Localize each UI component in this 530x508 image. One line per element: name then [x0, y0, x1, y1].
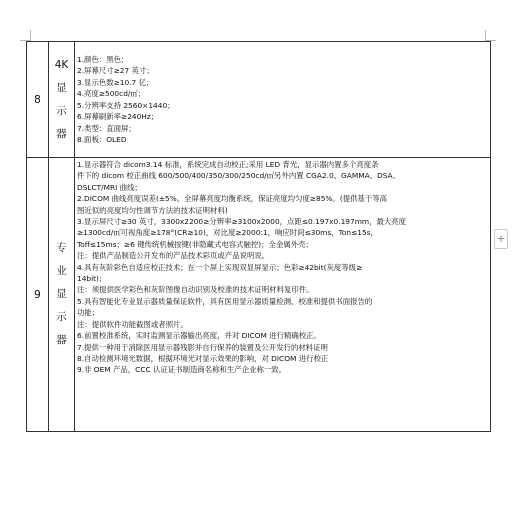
- spec-line: 图近似的亮度均匀性调节方法的技术证明材料): [77, 205, 228, 215]
- table-row: [27, 158, 491, 432]
- spec-line: 4.具有灰阶彩色自适应校正技术；在一个屏上实现双显屏显示；色彩≥42bit(灰度等级≥: [77, 262, 363, 272]
- spec-line: Toff≤15ms；≥6 键传统机械按键(非隐藏式电容式触控)；全金属外壳；: [77, 239, 313, 249]
- spec-line: 2.DICOM 曲线亮度误差(±5%。全屏幕亮度均衡系统，保证亮度均匀度≥85%。(提供基于等高: [77, 194, 388, 204]
- spec-line: DSLCT/MRI 曲线；: [77, 182, 142, 192]
- item-name-char: 示: [56, 104, 67, 117]
- spec-line: 8.自动检测环境光数据，根据环境光对显示效果的影响，对 DICOM 进行校正: [77, 353, 329, 363]
- item-name-char: 业: [56, 265, 67, 277]
- spec-line: 注：提供产品制造公开发布的产品技术彩页或产品说明说。: [77, 251, 270, 261]
- item-specs[interactable]: [75, 158, 491, 432]
- spec-line: 6.屏幕刷新率≥240Hz；: [77, 112, 159, 121]
- item-name-char: 器: [56, 127, 67, 140]
- spec-line: 功能；: [77, 308, 100, 318]
- item-name-char: 专: [56, 242, 67, 254]
- table-row: [27, 42, 491, 158]
- spec-line: 14bit)；: [77, 274, 107, 284]
- spec-line: 4.亮度≥500cd/㎡；: [77, 89, 146, 98]
- spec-line: 1.颜色：黑色；: [77, 54, 129, 64]
- spec-line: 6.前置校准系统，实时监测显示器输出亮度，并对 DICOM 进行精确校正。: [77, 331, 321, 341]
- spec-line: 1.显示器符合 dicom3.14 标准，系统完成自动校正;采用 LED 背光，显示器内置多个亮度条: [77, 160, 379, 169]
- item-name: [49, 42, 75, 158]
- spec-line: ≥1300cd/㎡可视角度≥178°(CR≥10)，对比度≥2000:1，响应时间≤30ms，Ton≤15s，: [77, 228, 378, 238]
- row-number: 9: [27, 158, 49, 432]
- spec-line: 7.类型：直面屏；: [77, 123, 136, 133]
- spec-line: 注：须提供医学彩色和灰阶图像自动识别及校准的技术证明材料复印件。: [77, 285, 314, 295]
- item-specs[interactable]: [75, 42, 491, 158]
- spec-line: 3.显示屏尺寸≥30 英寸，3300x2200≥分辨率≥3100x2000，点距≤0.197x0.197mm，最大亮度: [77, 217, 407, 227]
- item-name-char: 示: [56, 311, 67, 323]
- spec-line: 9.非 OEM 产品，CCC 认证证书制造商名称和生产企业称一致。: [77, 365, 287, 375]
- spec-line: 7.提供一种用于消除医用显示器残影并自行保养的装置及公开发行的材料证明: [77, 342, 328, 352]
- spec-line: 2.屏幕尺寸≥27 英寸；: [77, 66, 154, 75]
- spec-line: 5.分辨率支持 2560×1440；: [77, 100, 175, 110]
- table-add-handle-icon[interactable]: +: [494, 229, 508, 249]
- item-name-char: 显: [56, 288, 67, 300]
- spec-line: 8.面板：OLED: [77, 135, 127, 144]
- spec-line: 5.具有智能化专业显示器质量保证软件，具有医用显示器质量检测、校准和提供书面报告的: [77, 296, 373, 306]
- item-name-char: 器: [56, 334, 67, 346]
- item-name-char: 4K: [54, 58, 69, 71]
- spec-line: 注：提供软件功能截图或者照片。: [77, 319, 188, 329]
- item-name-char: 显: [56, 81, 67, 94]
- corner-mark-top-left: [20, 30, 31, 41]
- item-name: [49, 158, 75, 432]
- corner-mark-top-right: [485, 30, 496, 41]
- row-number: 8: [27, 42, 49, 158]
- spec-line: 3.显示色数≥10.7 亿；: [77, 77, 154, 87]
- spec-table: [26, 41, 491, 432]
- spec-line: 件下的 dicom 校正曲线 600/500/400/350/300/250cd/㎡另外内置 CGA2.0、GAMMA、DSA、: [77, 171, 400, 181]
